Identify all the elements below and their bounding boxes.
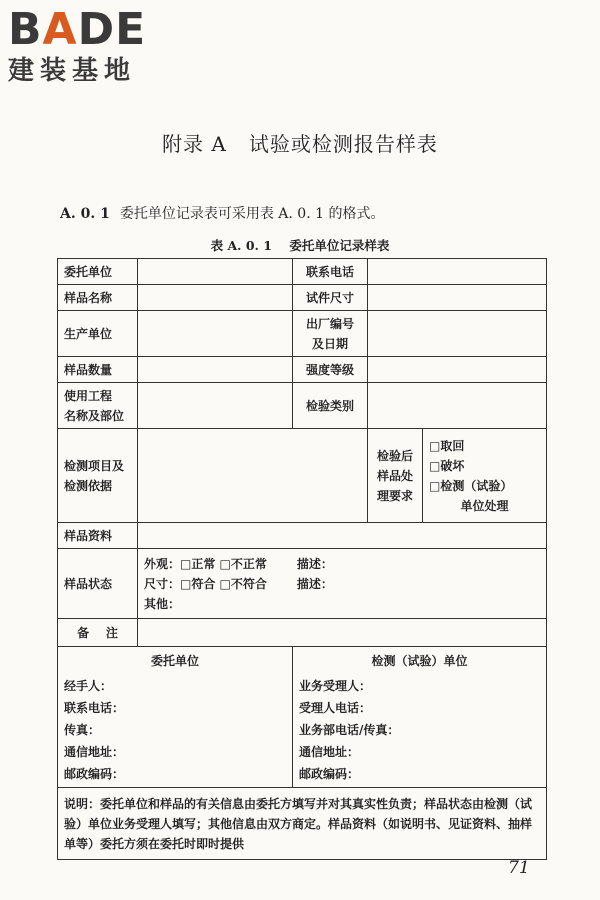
client-signature-head: 委托单位 <box>150 654 199 668</box>
other-state: 其他： <box>144 596 181 611</box>
label-test-items: 检测项目及 检测依据 <box>58 429 138 523</box>
lab-signature-head: 检测（试验）单位 <box>371 654 468 668</box>
page-title: 附录 A 试验或检测报告样表 <box>162 132 438 156</box>
intro-number: A. 0. 1 <box>60 206 110 222</box>
label-sample-state: 样品状态 <box>58 549 138 619</box>
field-inspection-type[interactable] <box>368 383 547 429</box>
field-specimen-size[interactable] <box>368 285 547 311</box>
size-description: 描述： <box>296 576 333 591</box>
label-project: 使用工程 名称及部位 <box>58 383 138 429</box>
option-destroy[interactable]: □破坏 <box>429 458 465 473</box>
appearance-check[interactable]: 外观：□正常 □不正常 <box>144 556 267 571</box>
field-sample-name[interactable] <box>138 285 293 311</box>
table-caption: 表 A. 0. 1 委托单位记录样表 <box>210 238 390 253</box>
client-record-table <box>57 258 547 860</box>
lab-address: 通信地址： <box>299 745 360 759</box>
field-producer[interactable] <box>138 311 293 357</box>
lab-zip: 邮政编码： <box>299 767 360 781</box>
lab-receiver-phone: 受理人电话： <box>299 701 372 715</box>
label-inspection-type: 检验类别 <box>293 383 368 429</box>
label-client-unit: 委托单位 <box>58 259 138 285</box>
label-remarks: 备 注 <box>58 619 138 647</box>
option-lab-handle-cont: 单位处理 <box>460 498 509 513</box>
intro-paragraph <box>60 203 384 223</box>
label-strength-grade: 强度等级 <box>293 357 368 383</box>
size-check[interactable]: 尺寸：□符合 □不符合 <box>144 576 267 591</box>
client-signature-block <box>58 647 293 788</box>
field-contact-phone[interactable] <box>368 259 547 285</box>
client-address: 通信地址： <box>64 745 125 759</box>
label-contact-phone: 联系电话 <box>293 259 368 285</box>
logo-subtitle: 建装基地 <box>8 56 137 86</box>
label-sample-handling: 检验后 样品处 理要求 <box>368 429 423 523</box>
client-zip: 邮政编码： <box>64 767 125 781</box>
field-remarks[interactable] <box>138 619 547 647</box>
field-project[interactable] <box>138 383 293 429</box>
field-strength-grade[interactable] <box>368 357 547 383</box>
client-handler: 经手人： <box>64 679 113 693</box>
page-number: 71 <box>508 858 530 878</box>
field-sample-handling-options <box>423 429 547 523</box>
lab-dept-phone-fax: 业务部电话/传真： <box>299 723 400 737</box>
logo <box>8 4 147 86</box>
client-phone: 联系电话： <box>64 701 125 715</box>
option-lab-handle[interactable]: □检测（试验） <box>429 478 513 493</box>
client-fax: 传真： <box>64 723 101 737</box>
option-retrieve[interactable]: □取回 <box>429 438 465 453</box>
field-client-unit[interactable] <box>138 259 293 285</box>
field-test-items[interactable] <box>138 429 368 523</box>
label-sample-docs: 样品资料 <box>58 523 138 549</box>
label-sample-name: 样品名称 <box>58 285 138 311</box>
field-sample-state <box>138 549 547 619</box>
label-producer: 生产单位 <box>58 311 138 357</box>
label-specimen-size: 试件尺寸 <box>293 285 368 311</box>
label-serial-no: 出厂编号 及日期 <box>293 311 368 357</box>
appearance-description: 描述： <box>296 556 333 571</box>
label-sample-qty: 样品数量 <box>58 357 138 383</box>
field-serial-no[interactable] <box>368 311 547 357</box>
lab-receiver: 业务受理人： <box>299 679 372 693</box>
lab-signature-block <box>293 647 547 788</box>
intro-text: 委托单位记录表可采用表 A. 0. 1 的格式。 <box>119 206 385 222</box>
table-note: 说明：委托单位和样品的有关信息由委托方填写并对其真实性负责；样品状态由检测（试验）单位业务受理人填写；其他信息由双方商定。样品资料（如说明书、见证资料、抽样单等）委托方须在委托时即时提供 <box>58 788 547 860</box>
field-sample-docs[interactable] <box>138 523 547 549</box>
field-sample-qty[interactable] <box>138 357 293 383</box>
logo-wordmark: BADE <box>8 4 147 55</box>
